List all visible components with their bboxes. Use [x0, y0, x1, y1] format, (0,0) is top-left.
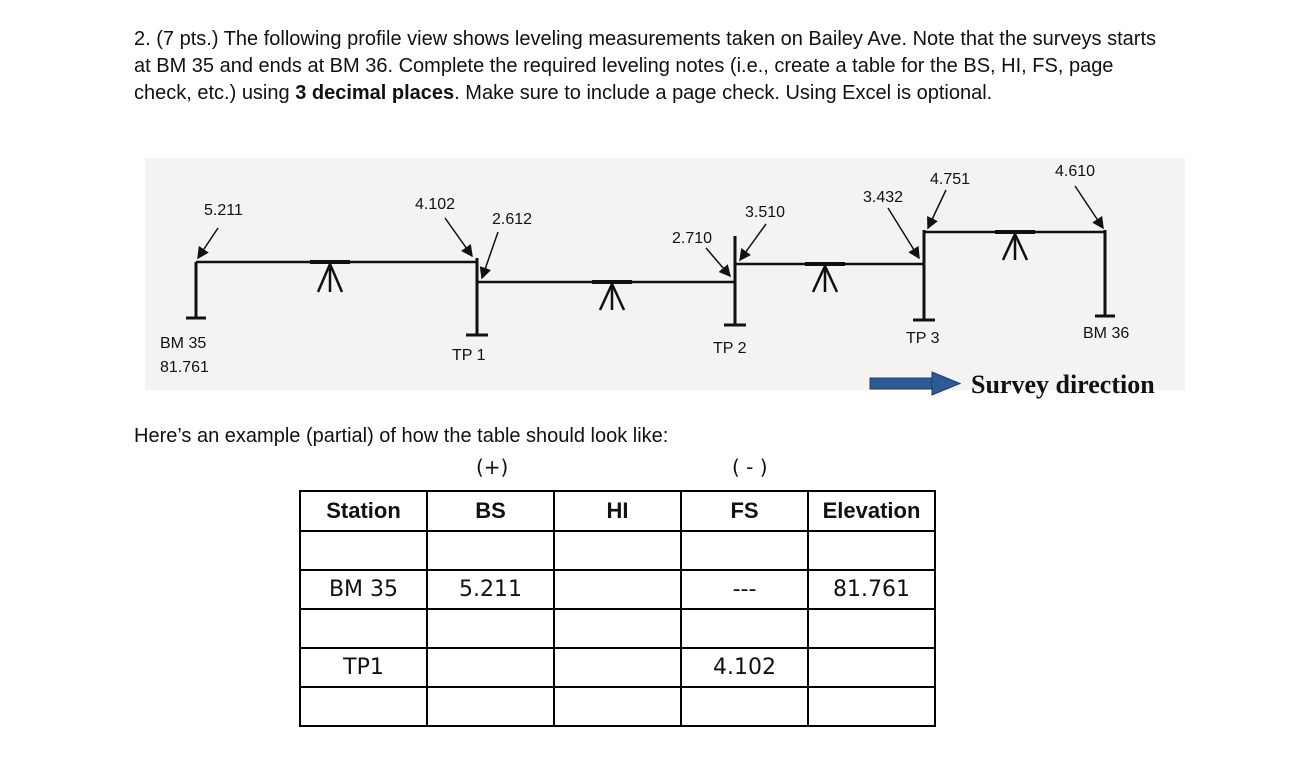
survey-direction-label: Survey direction — [971, 370, 1155, 399]
station-bm36: BM 36 — [1083, 325, 1130, 342]
table-cell — [681, 531, 808, 570]
question-bold: 3 decimal places — [295, 82, 455, 104]
scan-background — [145, 158, 1185, 390]
question-body-1: The following profile view shows leveling measurements taken on Bailey Ave. Note that the surveys starts at BM 35 and ends at BM 36. Complete the required leveling notes (i.e., create a table for the BS, HI, FS, page check, etc.) using — [134, 28, 1157, 104]
header-elevation: Elevation — [808, 491, 935, 531]
table-row — [300, 609, 935, 648]
table-row — [300, 531, 935, 570]
table-cell — [554, 531, 681, 570]
table-row — [300, 687, 935, 726]
table-cell — [808, 609, 935, 648]
reading-tp3-bs: 4.751 — [930, 171, 971, 188]
table-cell — [554, 687, 681, 726]
table-cell — [554, 570, 681, 609]
table-cell — [554, 648, 681, 687]
table-cell — [427, 531, 554, 570]
table-header-row — [300, 491, 935, 531]
table-cell — [681, 609, 808, 648]
station-tp1: TP 1 — [452, 347, 486, 364]
table-cell — [427, 648, 554, 687]
table-cell — [808, 531, 935, 570]
reading-tp1-bs: 2.612 — [492, 211, 533, 228]
header-fs: FS — [681, 491, 808, 531]
leveling-notes-table — [299, 490, 936, 727]
table-cell — [300, 531, 427, 570]
station-bm35: BM 35 — [160, 335, 207, 352]
table-cell — [427, 609, 554, 648]
table-cell: 5.211 — [427, 570, 554, 609]
table-cell — [300, 609, 427, 648]
table-row — [300, 648, 935, 687]
table-cell — [681, 687, 808, 726]
table-cell — [300, 687, 427, 726]
station-tp3: TP 3 — [906, 330, 940, 347]
table-cell — [808, 687, 935, 726]
table-cell: 4.102 — [681, 648, 808, 687]
station-tp2: TP 2 — [713, 340, 747, 357]
reading-bm36-fs: 4.610 — [1055, 163, 1096, 180]
minus-sign: ( - ) — [732, 455, 768, 479]
question-number: 2. — [134, 28, 151, 50]
header-bs: BS — [427, 491, 554, 531]
table-cell: 81.761 — [808, 570, 935, 609]
header-station: Station — [300, 491, 427, 531]
reading-bm35-bs: 5.211 — [204, 202, 243, 219]
table-cell — [554, 609, 681, 648]
table-cell — [427, 687, 554, 726]
reading-tp3-fs: 3.432 — [863, 189, 904, 206]
question-points: (7 pts.) — [156, 28, 219, 50]
question-body-2: . Make sure to include a page check. Using Excel is optional. — [454, 82, 993, 104]
table-cell: TP1 — [300, 648, 427, 687]
table-cell: --- — [681, 570, 808, 609]
reading-tp2-fs: 2.710 — [672, 230, 713, 247]
header-hi: HI — [554, 491, 681, 531]
table-cell — [808, 648, 935, 687]
station-bm35-elevation: 81.761 — [160, 359, 209, 376]
reading-tp1-fs: 4.102 — [415, 196, 456, 213]
example-intro: Here’s an example (partial) of how the table should look like: — [134, 425, 669, 447]
table-cell: BM 35 — [300, 570, 427, 609]
plus-sign: (+) — [476, 455, 509, 479]
table-row — [300, 570, 935, 609]
reading-tp2-bs: 3.510 — [745, 204, 786, 221]
